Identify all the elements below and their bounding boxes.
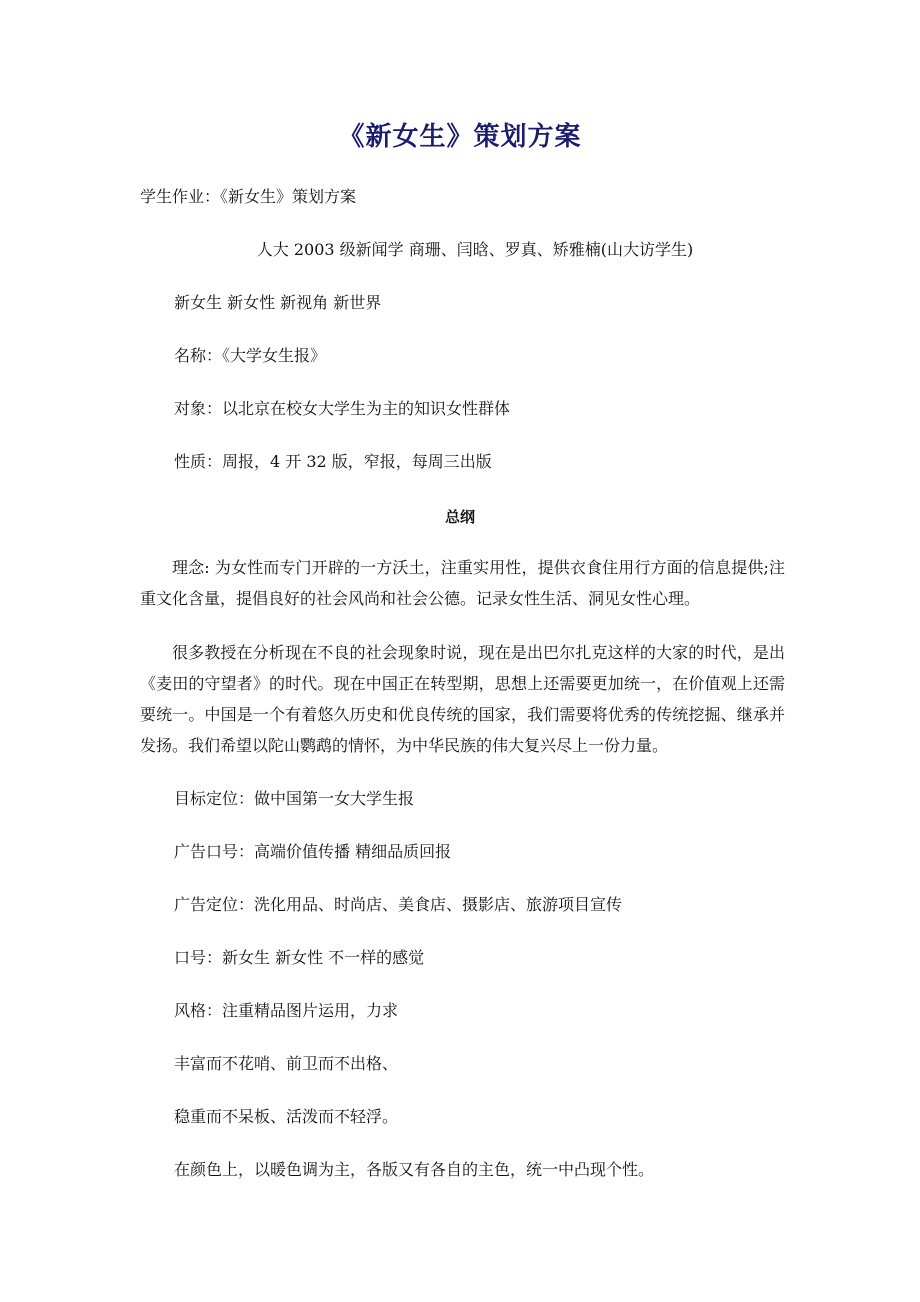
slogan-line: 口号：新女生 新女性 不一样的感觉 [174, 948, 425, 967]
style-line-2: 丰富而不花哨、前卫而不出格、 [174, 1054, 399, 1073]
nature-line: 性质：周报，4 开 32 版，窄报，每周三出版 [174, 452, 492, 471]
style-line-3: 稳重而不呆板、活泼而不轻浮。 [174, 1107, 399, 1126]
tagline: 新女生 新女性 新视角 新世界 [174, 293, 382, 312]
outline-heading: 总纲 [444, 508, 475, 526]
document-title: 《新女生》策划方案 [338, 122, 582, 152]
target-line: 目标定位：做中国第一女大学生报 [174, 789, 415, 808]
audience-line: 对象：以北京在校女大学生为主的知识女性群体 [174, 399, 511, 418]
professors-paragraph: 很多教授在分析现在不良的社会现象时说，现在是出巴尔扎克这样的大家的时代，是出《麦田的守望者》的时代。现在中国正在转型期，思想上还需要更加统一，在价值观上还需要统一。中国是一个有着悠久历史和优良传统的国家，我们需要将优秀的传统挖掘、继承并发扬。我们希望以陀山鹦鹉的情怀，为中华民族的伟大复兴尽上一份力量。 [140, 643, 785, 755]
concept-paragraph: 理念: 为女性而专门开辟的一方沃土，注重实用性，提供衣食住用行方面的信息提供;注重文化含量，提倡良好的社会风尚和社会公德。记录女性生活、洞见女性心理。 [140, 558, 785, 608]
style-line: 风格：注重精品图片运用，力求 [174, 1001, 399, 1020]
ad-slogan-line: 广告口号：高端价值传播 精细品质回报 [174, 842, 452, 861]
color-line: 在颜色上，以暖色调为主，各版又有各自的主色，统一中凸现个性。 [174, 1160, 655, 1179]
ad-position-line: 广告定位：洗化用品、时尚店、美食店、摄影店、旅游项目宣传 [174, 895, 623, 914]
subtitle-line: 学生作业：《新女生》策划方案 [140, 187, 357, 206]
name-line: 名称：《大学女生报》 [174, 346, 327, 365]
authors-line: 人大 2003 级新闻学 商珊、闫晗、罗真、矫雅楠(山大访学生) [256, 240, 694, 259]
